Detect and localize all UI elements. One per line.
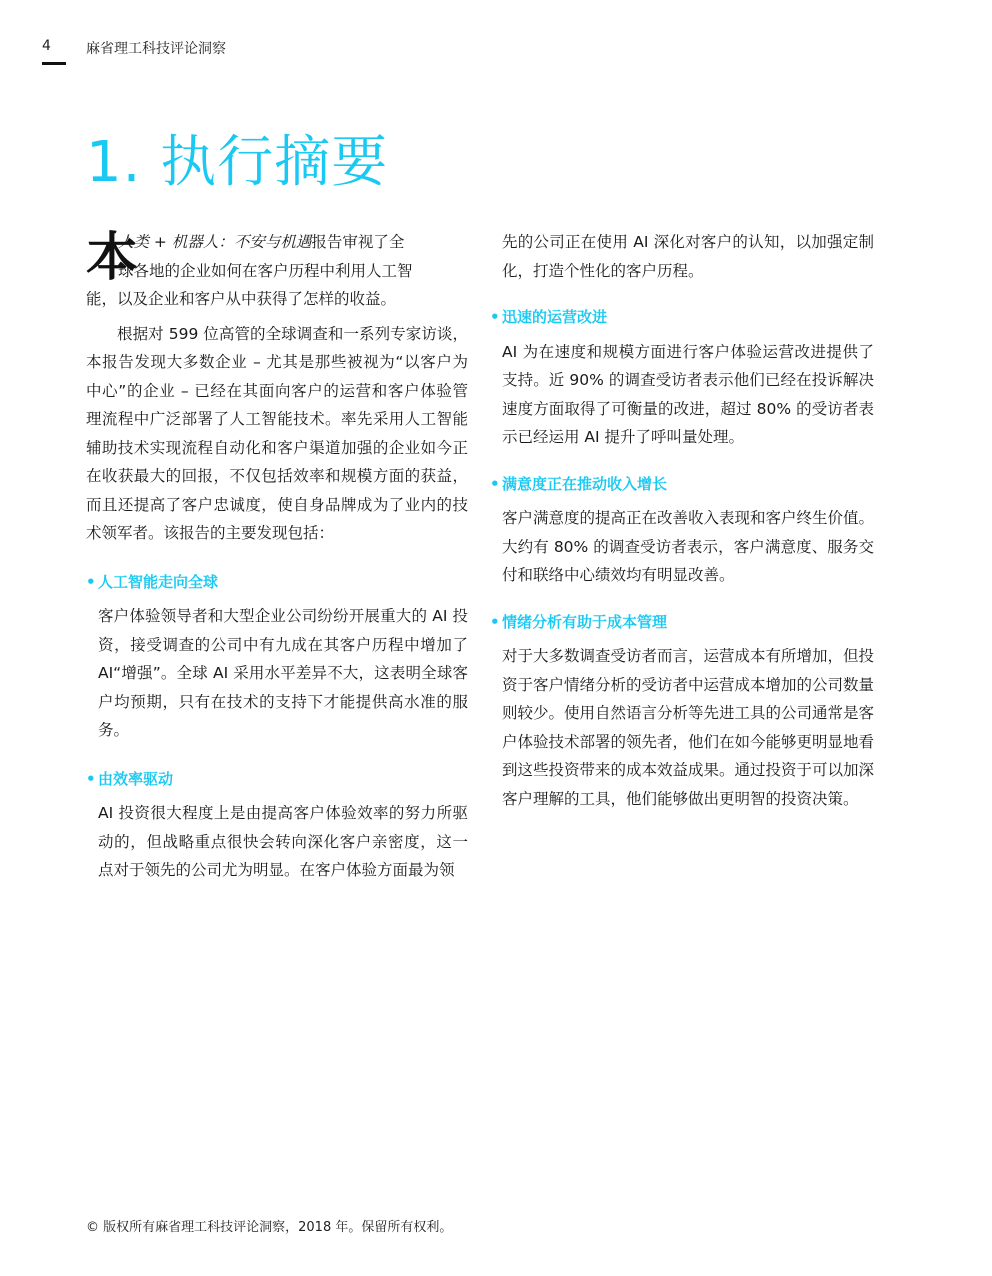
bullet-icon: • bbox=[86, 769, 96, 788]
finding-body: 客户体验领导者和大型企业公司纷纷开展重大的 AI 投资，接受调查的公司中有九成在其客户历程中增加了 AI“增强”。全球 AI 采用水平差异不大，这表明全球客户均预期，只有在技术的支持下才能提供高水准的服务。 bbox=[98, 607, 468, 739]
finding-body: 对于大多数调查受访者而言，运营成本有所增加，但投资于客户情绪分析的受访者中运营成本增加的公司数量则较少。使用自然语言分析等先进工具的公司通常是客户体验技术部署的领先者，他们在如今能够更明显地看到这些投资带来的成本效益成果。通过投资于可以加深客户理解的工具，他们能够做出更明智的投资决策。 bbox=[502, 647, 875, 808]
bullet-icon: • bbox=[86, 572, 96, 591]
body-paragraph: 根据对 599 位高管的全球调查和一系列专家访谈，本报告发现大多数企业 – 尤其是那些被视为“以客户为中心”的企业 – 已经在其面向客户的运营和客户体验管理流程中广泛部署了人工智能技术。率先采用人工智能辅助技术实现流程自动化和客户渠道加强的企业如今正在收获最大的回报，不仅包括效率和规模方面的获益，而且还提高了客户忠诚度，使自身品牌成为了业内的技术领军者。该报告的主要发现包括： bbox=[86, 324, 468, 542]
finding-heading-text: 迅速的运营改进 bbox=[502, 308, 608, 326]
page-number: 4 bbox=[42, 38, 51, 54]
continued-text: 先的公司正在使用 AI 深化对客户的认知，以加强定制化，打造个性化的客户历程。 bbox=[502, 233, 874, 280]
finding-operations bbox=[490, 303, 874, 452]
intro-line-1 bbox=[118, 228, 468, 257]
right-column bbox=[490, 228, 875, 813]
drop-cap: 本 bbox=[86, 228, 139, 288]
publication-name: 麻省理工科技评论洞察 bbox=[86, 41, 226, 57]
report-name: 人类 + 机器人：不安与机遇 bbox=[118, 233, 312, 251]
bullet-icon: • bbox=[490, 612, 500, 631]
finding-heading-text: 情绪分析有助于成本管理 bbox=[502, 612, 668, 631]
finding-heading bbox=[86, 765, 468, 794]
finding-satisfaction bbox=[490, 470, 875, 590]
finding-sentiment bbox=[490, 608, 875, 814]
finding-heading bbox=[490, 608, 874, 637]
copyright-footer: © 版权所有麻省理工科技评论洞察，2018 年。保留所有权利。 bbox=[86, 1220, 453, 1235]
bullet-icon: • bbox=[490, 474, 500, 493]
finding-heading-text: 由效率驱动 bbox=[98, 769, 174, 788]
section-title: 1. 执行摘要 bbox=[86, 130, 389, 195]
bullet-icon: • bbox=[490, 308, 500, 326]
finding-ai-global bbox=[86, 568, 468, 745]
finding-heading bbox=[490, 470, 874, 499]
intro-line-1-rest: 报告审视了全 bbox=[311, 233, 405, 251]
finding-efficiency bbox=[86, 765, 468, 885]
finding-heading-text: 人工智能走向全球 bbox=[98, 572, 219, 591]
finding-heading-text: 满意度正在推动收入增长 bbox=[502, 474, 668, 493]
finding-body: 客户满意度的提高正在改善收入表现和客户终生价值。大约有 80% 的调查受访者表示，客户满意度、服务交付和联络中心绩效均有明显改善。 bbox=[502, 509, 875, 584]
intro-rest: 能，以及企业和客户从中获得了怎样的收益。 bbox=[86, 290, 397, 308]
intro-paragraph bbox=[86, 228, 468, 314]
left-column bbox=[86, 228, 468, 885]
header-rule bbox=[42, 62, 66, 65]
finding-heading bbox=[490, 303, 874, 332]
intro-line-2: 球各地的企业如何在客户历程中利用人工智 bbox=[118, 261, 413, 280]
finding-heading bbox=[86, 568, 468, 597]
finding-body: AI 为在速度和规模方面进行客户体验运营改进提供了支持。近 90% 的调查受访者表示他们已经在投诉解决速度方面取得了可衡量的改进，超过 80% 的受访者表示已经运用 AI 提升了呼叫量处理。 bbox=[502, 342, 874, 446]
finding-body: AI 投资很大程度上是由提高客户体验效率的努力所驱动的，但战略重点很快会转向深化客户亲密度，这一点对于领先的公司尤为明显。在客户体验方面最为领 bbox=[98, 804, 468, 879]
